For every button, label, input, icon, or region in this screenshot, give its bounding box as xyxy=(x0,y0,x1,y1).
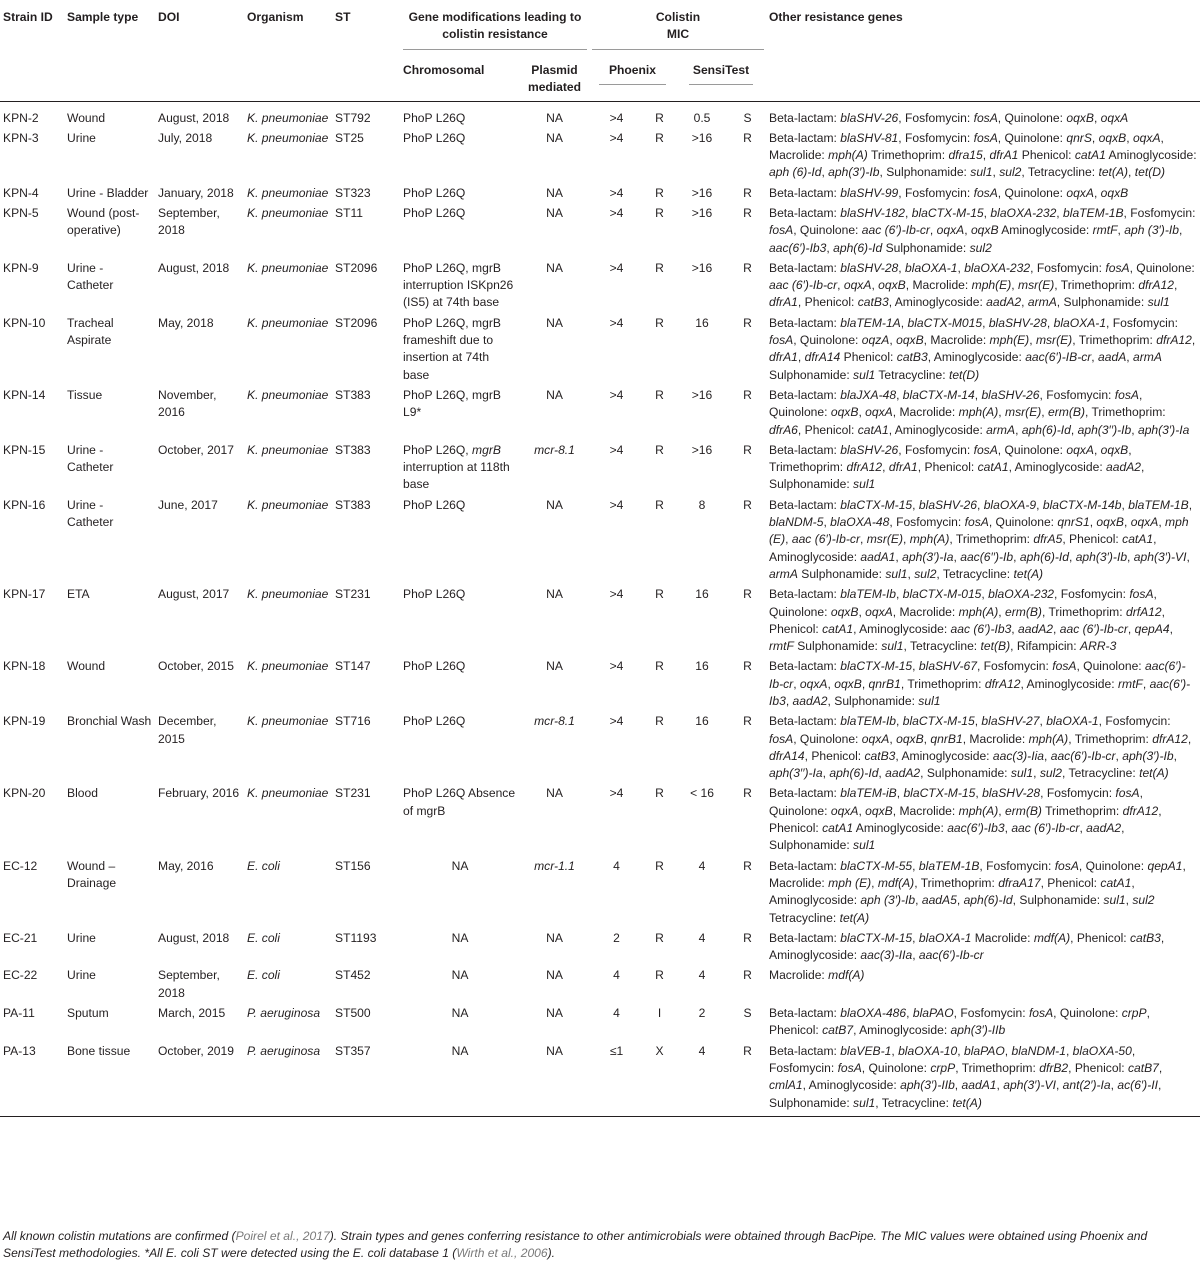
cell-plasmid: mcr-8.1 xyxy=(534,442,575,457)
header-sensitest xyxy=(675,53,766,101)
header-doi: DOI xyxy=(158,10,180,24)
cell-phoenix-value: >4 xyxy=(609,110,624,125)
cell-sensitest-value: >16 xyxy=(691,130,713,145)
cell-organism: K. pneumoniae xyxy=(247,786,329,801)
cell-other-resistance-genes: Beta-lactam: blaSHV-99, Fosfomycin: fosA, Quinolone: oqxA, oqxB xyxy=(769,185,1129,200)
cell-sensitest-value: 16 xyxy=(695,315,709,330)
cell-organism: K. pneumoniae xyxy=(247,387,329,402)
cell-phoenix-value: ≤1 xyxy=(609,1043,624,1058)
cell-doi: August, 2018 xyxy=(158,930,230,945)
cell-sample-type: Urine - Catheter xyxy=(67,497,114,530)
cell-other-resistance-genes: Beta-lactam: blaSHV-81, Fosfomycin: fosA, Quinolone: qnrS, oqxB, oqxA, Macrolide: mph(A) Trimethoprim: dfra15, dfrA1 Phenicol: catA1 Aminoglycoside: aph (6)-Id, aph(3′)-Ib, Sulphonamide: sul1, sul2, Tetracycline: tet(A), tet(D) xyxy=(769,130,1197,180)
table-body xyxy=(0,101,1200,1116)
cell-doi: January, 2018 xyxy=(158,185,234,200)
cell-plasmid: NA xyxy=(546,968,563,983)
table-row xyxy=(0,202,1200,257)
cell-st: ST11 xyxy=(335,205,364,220)
cell-sample-type: Wound xyxy=(67,110,106,125)
cell-sample-type: Urine - Catheter xyxy=(67,260,114,293)
cell-st: ST1193 xyxy=(335,930,377,945)
cell-sample-type: ETA xyxy=(67,587,90,602)
cell-doi: October, 2017 xyxy=(158,442,234,457)
cell-sensitest-interpretation: R xyxy=(743,930,752,945)
cell-phoenix-interpretation: R xyxy=(655,497,664,512)
cell-sensitest-interpretation: R xyxy=(743,1043,752,1058)
cell-other-resistance-genes: Beta-lactam: blaCTX-M-15, blaSHV-67, Fosfomycin: fosA, Quinolone: aac(6′)-Ib-cr, oqxA, oqxB, qnrB1, Trimethoprim: dfrA12, Aminoglycoside: rmtF, aac(6′)-Ib3, aadA2, Sulphonamide: sul1 xyxy=(769,659,1191,708)
cell-phoenix-interpretation: R xyxy=(655,786,664,801)
cell-sample-type: Wound xyxy=(67,659,106,674)
cell-phoenix-interpretation: X xyxy=(655,1043,664,1058)
cell-phoenix-interpretation: R xyxy=(655,315,664,330)
cell-phoenix-value: >4 xyxy=(609,442,624,457)
cell-sensitest-interpretation: R xyxy=(743,387,752,402)
cell-doi: July, 2018 xyxy=(158,130,213,145)
cell-organism: K. pneumoniae xyxy=(247,205,329,220)
cell-phoenix-interpretation: R xyxy=(655,110,664,125)
cell-sensitest-interpretation: R xyxy=(743,714,752,729)
cell-sensitest-interpretation: R xyxy=(743,786,752,801)
cell-sample-type: Urine xyxy=(67,130,96,145)
cell-strain-id: KPN-10 xyxy=(3,315,46,330)
cell-strain-id: KPN-16 xyxy=(3,497,46,512)
cell-sample-type: Urine xyxy=(67,968,96,983)
cell-doi: June, 2017 xyxy=(158,497,218,512)
cell-doi: August, 2017 xyxy=(158,587,230,602)
header-gene-modifications-label: Gene modifications leading to colistin resistance xyxy=(403,9,587,50)
header-other-resistance: Other resistance genes xyxy=(769,10,903,24)
cell-chromosomal: NA xyxy=(451,1043,469,1058)
cell-strain-id: KPN-17 xyxy=(3,587,46,602)
header-phoenix xyxy=(589,53,675,101)
table-row xyxy=(0,710,1200,782)
cell-sensitest-interpretation: R xyxy=(743,442,752,457)
cell-organism: K. pneumoniae xyxy=(247,110,329,125)
cell-doi: August, 2018 xyxy=(158,110,230,125)
header-sensitest-label: SensiTest xyxy=(689,62,753,85)
cell-st: ST231 xyxy=(335,786,371,801)
cell-phoenix-interpretation: R xyxy=(655,930,664,945)
cell-sample-type: Sputum xyxy=(67,1006,109,1021)
cell-phoenix-value: 2 xyxy=(613,930,620,945)
cell-phoenix-interpretation: R xyxy=(655,205,664,220)
cell-other-resistance-genes: Beta-lactam: blaJXA-48, blaCTX-M-14, blaSHV-26, Fosfomycin: fosA, Quinolone: oqxB, oqxA, Macrolide: mph(A), msr(E), erm(B), Trimethoprim: dfrA6, Phenicol: catA1, Aminoglycoside: armA, aph(6)-Id, aph(3′′)-Ib, aph(3′)-Ia xyxy=(769,387,1190,437)
cell-sensitest-interpretation: R xyxy=(743,260,752,275)
cell-organism: P. aeruginosa xyxy=(247,1043,321,1058)
cell-sensitest-value: 0.5 xyxy=(693,110,711,125)
cell-sample-type: Blood xyxy=(67,786,98,801)
cell-other-resistance-genes: Beta-lactam: blaTEM-Ib, blaCTX-M-15, blaSHV-27, blaOXA-1, Fosfomycin: fosA, Quinolone: oqxA, oqxB, qnrB1, Macrolide: mph(A), Trimethoprim: dfrA12, dfrA14, Phenicol: catB3, Aminoglycoside: aac(3)-Iia, aac(6′)-Ib-cr, aph(3′)-Ib, aph(3′′)-Ia, aph(6)-Id, aadA2, Sulphonamide: sul1, sul2, Tetracycline: tet(A) xyxy=(769,714,1192,781)
table-row xyxy=(0,583,1200,655)
cell-sample-type: Bone tissue xyxy=(67,1043,131,1058)
cell-organism: K. pneumoniae xyxy=(247,714,329,729)
footnote-reference-poirel[interactable]: Poirel et al., 2017 xyxy=(235,1229,330,1243)
cell-sensitest-interpretation: R xyxy=(743,315,752,330)
cell-plasmid: NA xyxy=(546,786,563,801)
table-row xyxy=(0,182,1200,202)
cell-organism: K. pneumoniae xyxy=(247,315,329,330)
cell-chromosomal: NA xyxy=(451,930,469,945)
cell-doi: September, 2018 xyxy=(158,968,220,1000)
cell-st: ST452 xyxy=(335,968,371,983)
cell-other-resistance-genes: Beta-lactam: blaSHV-26, Fosfomycin: fosA, Quinolone: oqxB, oqxA xyxy=(769,110,1129,125)
cell-other-resistance-genes: Beta-lactam: blaTEM-1A, blaCTX-M015, blaSHV-28, blaOXA-1, Fosfomycin: fosA, Quinolone: oqzA, oqxB, Macrolide: mph(E), msr(E), Trimethoprim: dfrA12, dfrA1, dfrA14 Phenicol: catB3, Aminoglycoside: aac(6′)-IB-cr, aadA, armA Sulphonamide: sul1 Tetracycline: tet(D) xyxy=(769,315,1196,382)
cell-plasmid: mcr-8.1 xyxy=(534,714,575,729)
cell-organism: P. aeruginosa xyxy=(247,1006,321,1021)
cell-chromosomal: NA xyxy=(451,1006,469,1021)
cell-phoenix-interpretation: R xyxy=(655,659,664,674)
cell-other-resistance-genes: Beta-lactam: blaSHV-28, blaOXA-1, blaOXA-232, Fosfomycin: fosA, Quinolone: aac (6′)-Ib-cr, oqxA, oqxB, Macrolide: mph(E), msr(E), Trimethoprim: dfrA12, dfrA1, Phenicol: catB3, Aminoglycoside: aadA2, armA, Sulphonamide: sul1 xyxy=(769,260,1195,310)
cell-st: ST231 xyxy=(335,587,371,602)
cell-strain-id: KPN-2 xyxy=(3,110,39,125)
cell-organism: E. coli xyxy=(247,968,280,983)
cell-other-resistance-genes: Beta-lactam: blaTEM-Ib, blaCTX-M-015, blaOXA-232, Fosfomycin: fosA, Quinolone: oqxB, oqxA, Macrolide: mph(A), erm(B), Trimethoprim: drfA12, Phenicol: catA1, Aminoglycoside: aac (6′)-Ib3, aadA2, aac (6′)-Ib-cr, qepA4, rmtF Sulphonamide: sul1, Tetracycline: tet(B), Rifampicin: ARR-3 xyxy=(769,587,1173,654)
cell-other-resistance-genes: Beta-lactam: blaCTX-M-55, blaTEM-1B, Fosfomycin: fosA, Quinolone: qepA1, Macrolide: mph (E), mdf(A), Trimethoprim: dfraA17, Phenicol: catA1, Aminoglycoside: aph (3′)-Ib, aadA5, aph(6)-Id, Sulphonamide: sul1, sul2 Tetracycline: tet(A) xyxy=(769,858,1186,925)
cell-chromosomal: NA xyxy=(451,968,469,983)
cell-sample-type: Tracheal Aspirate xyxy=(67,315,114,348)
cell-st: ST2096 xyxy=(335,260,378,275)
cell-other-resistance-genes: Beta-lactam: blaCTX-M-15, blaSHV-26, blaOXA-9, blaCTX-M-14b, blaTEM-1B, blaNDM-5, blaOXA-48, Fosfomycin: fosA, Quinolone: qnrS1, oqxB, oqxA, mph (E), aac (6′)-Ib-cr, msr(E), mph(A), Trimethoprim: dfrA5, Phenicol: catA1, Aminoglycoside: aadA1, aph(3′)-Ia, aac(6′′)-Ib, aph(6)-Id, aph(3′)-Ib, aph(3′)-VI, armA Sulphonamide: sul1, sul2, Tetracycline: tet(A) xyxy=(769,497,1193,581)
cell-plasmid: NA xyxy=(546,315,563,330)
cell-organism: K. pneumoniae xyxy=(247,442,329,457)
cell-phoenix-value: >4 xyxy=(609,130,624,145)
cell-st: ST156 xyxy=(335,858,371,873)
cell-sensitest-interpretation: R xyxy=(743,659,752,674)
cell-phoenix-interpretation: R xyxy=(655,442,664,457)
header-gene-modifications xyxy=(400,0,589,53)
cell-doi: May, 2018 xyxy=(158,315,214,330)
cell-strain-id: PA-11 xyxy=(3,1006,35,1021)
cell-phoenix-value: 4 xyxy=(613,858,620,873)
header-organism: Organism xyxy=(247,10,304,24)
table-row xyxy=(0,655,1200,710)
cell-phoenix-interpretation: R xyxy=(655,387,664,402)
header-st: ST xyxy=(335,10,351,24)
cell-st: ST323 xyxy=(335,185,371,200)
cell-sensitest-interpretation: S xyxy=(743,110,752,125)
cell-sample-type: Wound (post-operative) xyxy=(67,205,140,238)
cell-strain-id: KPN-20 xyxy=(3,786,46,801)
cell-strain-id: KPN-15 xyxy=(3,442,46,457)
cell-phoenix-value: >4 xyxy=(609,315,624,330)
cell-phoenix-value: >4 xyxy=(609,185,624,200)
cell-strain-id: KPN-5 xyxy=(3,205,39,220)
cell-phoenix-interpretation: R xyxy=(655,858,664,873)
cell-plasmid: NA xyxy=(546,930,563,945)
cell-chromosomal: PhoP L26Q, mgrB L9* xyxy=(403,387,501,420)
table-row xyxy=(0,927,1200,965)
cell-sensitest-value: 4 xyxy=(698,930,706,945)
cell-sensitest-value: >16 xyxy=(691,205,713,220)
cell-chromosomal: PhoP L26Q, mgrB interruption ISKpn26 (IS5) at 74th base xyxy=(403,260,514,310)
cell-organism: K. pneumoniae xyxy=(247,497,329,512)
cell-sensitest-value: 2 xyxy=(698,1006,706,1021)
cell-sensitest-value: 8 xyxy=(698,497,706,512)
cell-phoenix-interpretation: R xyxy=(655,260,664,275)
footnote-text-3: ). xyxy=(547,1245,556,1260)
cell-sensitest-value: >16 xyxy=(691,185,713,200)
cell-doi: December, 2015 xyxy=(158,714,217,746)
cell-other-resistance-genes: Beta-lactam: blaSHV-182, blaCTX-M-15, blaOXA-232, blaTEM-1B, Fosfomycin: fosA, Quinolone: aac (6′)-Ib-cr, oqxA, oqxB Aminoglycoside: rmtF, aph (3′)-Ib, aac(6′)-Ib3, aph(6)-Id Sulphonamide: sul2 xyxy=(769,205,1196,255)
cell-chromosomal: NA xyxy=(451,858,469,873)
cell-phoenix-value: 4 xyxy=(613,968,620,983)
table-row xyxy=(0,439,1200,494)
cell-phoenix-value: >4 xyxy=(609,587,624,602)
table-row xyxy=(0,127,1200,182)
header-sample-type: Sample type xyxy=(67,10,139,24)
cell-phoenix-value: >4 xyxy=(609,387,624,402)
cell-st: ST2096 xyxy=(335,315,378,330)
cell-doi: August, 2018 xyxy=(158,260,230,275)
cell-sensitest-value: 16 xyxy=(695,714,709,729)
cell-chromosomal: PhoP L26Q xyxy=(403,130,466,145)
cell-plasmid: mcr-1.1 xyxy=(534,858,575,873)
cell-sensitest-value: 16 xyxy=(695,587,709,602)
cell-strain-id: KPN-14 xyxy=(3,387,46,402)
cell-phoenix-interpretation: R xyxy=(655,714,664,729)
cell-sensitest-interpretation: R xyxy=(743,968,752,983)
cell-doi: March, 2015 xyxy=(158,1006,226,1021)
cell-plasmid: NA xyxy=(546,659,563,674)
footnote-reference-wirth[interactable]: Wirth et al., 2006 xyxy=(456,1245,548,1260)
cell-plasmid: NA xyxy=(546,130,563,145)
cell-sample-type: Urine xyxy=(67,930,96,945)
cell-sensitest-value: < 16 xyxy=(690,786,714,801)
cell-plasmid: NA xyxy=(546,185,563,200)
cell-plasmid: NA xyxy=(546,260,563,275)
cell-plasmid: NA xyxy=(546,110,563,125)
cell-phoenix-value: >4 xyxy=(609,786,624,801)
cell-sensitest-interpretation: R xyxy=(743,185,752,200)
cell-strain-id: PA-13 xyxy=(3,1043,36,1058)
cell-organism: E. coli xyxy=(247,930,280,945)
cell-doi: May, 2016 xyxy=(158,858,214,873)
cell-sensitest-value: >16 xyxy=(691,442,713,457)
cell-phoenix-interpretation: I xyxy=(657,1006,662,1021)
cell-other-resistance-genes: Beta-lactam: blaVEB-1, blaOXA-10, blaPAO, blaNDM-1, blaOXA-50, Fosfomycin: fosA, Quinolone: crpP, Trimethoprim: dfrB2, Phenicol: catB7, cmlA1, Aminoglycoside: aph(3′)-IIb, aadA1, aph(3′)-VI, ant(2′)-Ia, ac(6′)-II, Sulphonamide: sul1, Tetracycline: tet(A) xyxy=(769,1043,1163,1110)
cell-st: ST500 xyxy=(335,1006,371,1021)
cell-plasmid: NA xyxy=(546,497,563,512)
cell-plasmid: NA xyxy=(546,1043,563,1058)
header-colistin-mic-label: Colistin MIC xyxy=(592,9,764,50)
cell-st: ST357 xyxy=(335,1043,371,1058)
table-row xyxy=(0,855,1200,927)
cell-strain-id: EC-21 xyxy=(3,930,38,945)
cell-organism: K. pneumoniae xyxy=(247,260,329,275)
header-phoenix-label: Phoenix xyxy=(599,62,666,85)
cell-chromosomal: PhoP L26Q xyxy=(403,659,466,674)
cell-sample-type: Bronchial Wash xyxy=(67,714,152,729)
cell-phoenix-value: >4 xyxy=(609,659,624,674)
cell-st: ST792 xyxy=(335,110,371,125)
table-row xyxy=(0,384,1200,439)
cell-sample-type: Wound – Drainage xyxy=(67,858,117,890)
cell-strain-id: EC-12 xyxy=(3,858,38,873)
cell-doi: October, 2015 xyxy=(158,659,234,674)
cell-phoenix-interpretation: R xyxy=(655,968,664,983)
cell-sensitest-value: 16 xyxy=(695,659,709,674)
cell-strain-id: KPN-3 xyxy=(3,130,39,145)
table-row xyxy=(0,312,1200,384)
cell-chromosomal: PhoP L26Q xyxy=(403,205,466,220)
cell-sensitest-value: 4 xyxy=(698,1043,706,1058)
cell-organism: K. pneumoniae xyxy=(247,659,329,674)
footnote-text-1: All known colistin mutations are confirmed ( xyxy=(3,1229,236,1243)
cell-phoenix-value: >4 xyxy=(609,260,624,275)
cell-other-resistance-genes: Macrolide: mdf(A) xyxy=(769,968,865,983)
cell-sensitest-interpretation: R xyxy=(743,858,752,873)
cell-st: ST383 xyxy=(335,497,371,512)
cell-sample-type: Tissue xyxy=(67,387,103,402)
table-row xyxy=(0,494,1200,583)
cell-chromosomal: PhoP L26Q xyxy=(403,185,466,200)
cell-st: ST383 xyxy=(335,442,371,457)
cell-sensitest-value: >16 xyxy=(691,387,713,402)
cell-phoenix-interpretation: R xyxy=(655,130,664,145)
cell-other-resistance-genes: Beta-lactam: blaCTX-M-15, blaOXA-1 Macrolide: mdf(A), Phenicol: catB3, Aminoglycoside: aac(3)-IIa, aac(6′)-Ib-cr xyxy=(769,930,1165,963)
cell-sensitest-interpretation: R xyxy=(743,130,752,145)
table-row xyxy=(0,782,1200,854)
table-footnote xyxy=(3,1228,1195,1261)
cell-phoenix-value: >4 xyxy=(609,714,624,729)
footnote-text-2: ). Strain types and genes conferring resistance to other antimicrobials were obtained through BacPipe. The MIC values were obtained using Phoenix and SensiTest methodologies. *All E. coli ST were detected using the E. coli database 1 ( xyxy=(3,1229,1148,1260)
cell-chromosomal: PhoP L26Q, mgrB interruption at 118th base xyxy=(403,442,510,492)
cell-st: ST716 xyxy=(335,714,371,729)
cell-sensitest-interpretation: R xyxy=(743,205,752,220)
cell-doi: February, 2016 xyxy=(158,786,240,801)
cell-chromosomal: PhoP L26Q xyxy=(403,497,466,512)
cell-sensitest-value: >16 xyxy=(691,260,713,275)
cell-sample-type: Urine - Catheter xyxy=(67,442,114,475)
header-chromosomal: Chromosomal xyxy=(403,63,485,77)
table-row xyxy=(0,257,1200,312)
cell-plasmid: NA xyxy=(546,387,563,402)
cell-strain-id: KPN-18 xyxy=(3,659,46,674)
cell-phoenix-value: 4 xyxy=(613,1006,620,1021)
cell-strain-id: KPN-9 xyxy=(3,260,39,275)
table-header xyxy=(0,0,1200,101)
cell-phoenix-interpretation: R xyxy=(655,587,664,602)
cell-chromosomal: PhoP L26Q xyxy=(403,587,466,602)
cell-chromosomal: PhoP L26Q xyxy=(403,714,466,729)
header-colistin-mic xyxy=(589,0,766,53)
cell-organism: K. pneumoniae xyxy=(247,185,329,200)
cell-other-resistance-genes: Beta-lactam: blaSHV-26, Fosfomycin: fosA, Quinolone: oqxA, oqxB, Trimethoprim: dfrA12, dfrA1, Phenicol: catA1, Aminoglycoside: aadA2, Sulphonamide: sul1 xyxy=(769,442,1145,492)
cell-plasmid: NA xyxy=(546,587,563,602)
cell-st: ST383 xyxy=(335,387,371,402)
cell-other-resistance-genes: Beta-lactam: blaOXA-486, blaPAO, Fosfomycin: fosA, Quinolone: crpP, Phenicol: catB7, Aminoglycoside: aph(3′)-IIb xyxy=(769,1006,1150,1038)
cell-phoenix-interpretation: R xyxy=(655,185,664,200)
cell-organism: E. coli xyxy=(247,858,280,873)
cell-sensitest-interpretation: R xyxy=(743,497,752,512)
table-row xyxy=(0,964,1200,1002)
table-row xyxy=(0,1040,1200,1117)
cell-plasmid: NA xyxy=(546,205,563,220)
cell-chromosomal: PhoP L26Q, mgrB frameshift due to insertion at 74th base xyxy=(403,315,501,382)
cell-phoenix-value: >4 xyxy=(609,497,624,512)
table-row xyxy=(0,1002,1200,1040)
cell-doi: September, 2018 xyxy=(158,205,220,238)
cell-st: ST147 xyxy=(335,659,371,674)
cell-doi: October, 2019 xyxy=(158,1043,234,1058)
cell-sample-type: Urine - Bladder xyxy=(67,185,149,200)
cell-plasmid: NA xyxy=(546,1006,563,1021)
cell-sensitest-value: 4 xyxy=(698,858,706,873)
cell-st: ST25 xyxy=(335,130,364,145)
cell-strain-id: KPN-4 xyxy=(3,185,39,200)
cell-sensitest-interpretation: S xyxy=(743,1006,752,1021)
cell-organism: K. pneumoniae xyxy=(247,587,329,602)
cell-organism: K. pneumoniae xyxy=(247,130,329,145)
cell-other-resistance-genes: Beta-lactam: blaTEM-iB, blaCTX-M-15, blaSHV-28, Fosfomycin: fosA, Quinolone: oqxA, oqxB, Macrolide: mph(A), erm(B) Trimethoprim: dfrA12, Phenicol: catA1 Aminoglycoside: aac(6′)-Ib3, aac (6′)-Ib-cr, aadA2, Sulphonamide: sul1 xyxy=(769,786,1162,853)
cell-strain-id: EC-22 xyxy=(3,968,38,983)
cell-strain-id: KPN-19 xyxy=(3,714,46,729)
header-plasmid: Plasmid mediated xyxy=(527,63,582,95)
cell-chromosomal: PhoP L26Q xyxy=(403,110,466,125)
header-strain-id: Strain ID xyxy=(3,10,53,24)
cell-doi: November, 2016 xyxy=(158,387,217,420)
cell-sensitest-value: 4 xyxy=(698,968,706,983)
cell-chromosomal: PhoP L26Q Absence of mgrB xyxy=(403,786,516,818)
table-row xyxy=(0,101,1200,127)
cell-phoenix-value: >4 xyxy=(609,205,624,220)
cell-sensitest-interpretation: R xyxy=(743,587,752,602)
